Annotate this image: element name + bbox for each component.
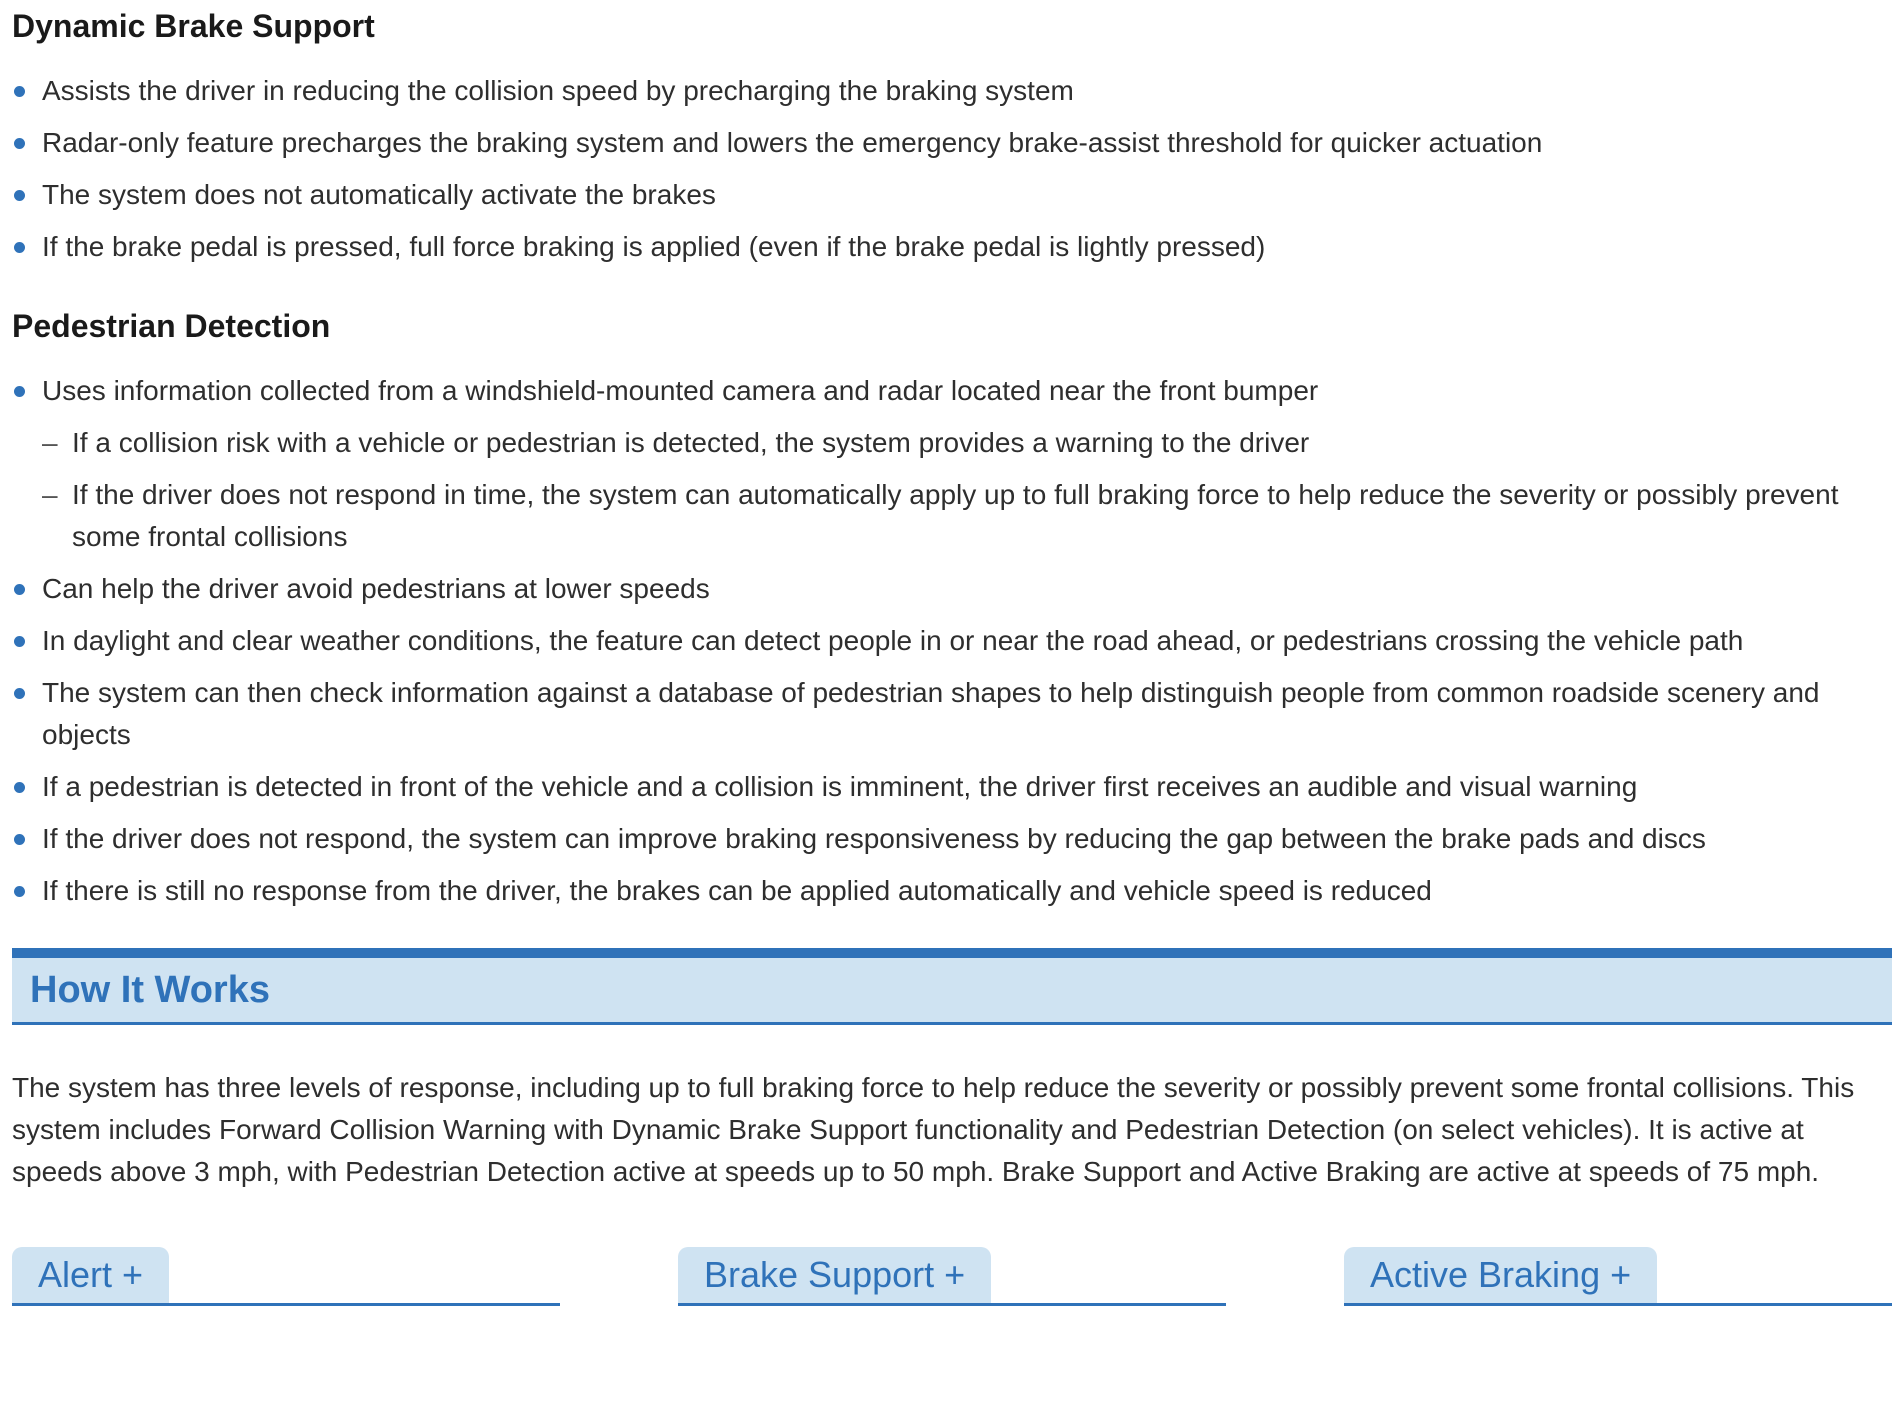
how-it-works-paragraph: The system has three levels of response, including up to full braking force to help reduce the severity or possibly prevent some frontal collisions. This system includes Forward Collision Warning with Dynamic Brake Support functionality and Pedestrian Detection (on select vehicles). It is active at speeds above 3 mph, with Pedestrian Detection active at speeds up to 50 mph. Brake Support and Active Braking are active at speeds of 75 mph. [12,1072,1855,1187]
bullet-dot-icon [14,138,25,149]
sub-list-item-text: If a collision risk with a vehicle or pedestrian is detected, the system provides a warning to the driver [72,427,1310,458]
tab-active-braking[interactable]: Active Braking + [1344,1247,1657,1303]
sub-list-item [42,422,1880,464]
list-item [12,568,1880,610]
tab-brake-support-container [678,1245,1226,1306]
sub-list-item-text: If the driver does not respond in time, the system can automatically apply up to full braking force to help reduce the severity or possibly prevent some frontal collisions [72,479,1839,552]
bullet-dot-icon [14,386,25,397]
section-title: Dynamic Brake Support [12,8,375,44]
dash-icon: – [42,479,58,510]
bullet-list [12,70,1880,268]
tab-alert-container [12,1245,560,1306]
how-it-works-banner [12,948,1892,1025]
list-item [12,620,1880,662]
list-item-text: If a pedestrian is detected in front of the vehicle and a collision is imminent, the driver first receives an audible and visual warning [42,771,1638,802]
list-item [12,174,1880,216]
bullet-dot-icon [14,242,25,253]
bullet-dot-icon [14,834,25,845]
section-pedestrian-detection [12,302,1880,912]
bullet-dot-icon [14,86,25,97]
list-item-text: The system does not automatically activate the brakes [42,179,716,210]
list-item-text: If the driver does not respond, the system can improve braking responsiveness by reducing the gap between the brake pads and discs [42,823,1706,854]
tab-alert[interactable]: Alert + [12,1247,169,1303]
how-it-works-title: How It Works [30,968,270,1011]
list-item-text: If there is still no response from the driver, the brakes can be applied automatically and vehicle speed is reduced [42,875,1432,906]
tab-brake-support[interactable]: Brake Support + [678,1247,991,1303]
tab-active-braking-container [1344,1245,1892,1306]
list-item [12,870,1880,912]
list-item-text: Radar-only feature precharges the braking system and lowers the emergency brake-assist threshold for quicker actuation [42,127,1543,158]
list-item [12,70,1880,112]
list-item [12,766,1880,808]
bullet-dot-icon [14,584,25,595]
list-item-text: Can help the driver avoid pedestrians at lower speeds [42,573,710,604]
list-item [12,672,1880,756]
section-dynamic-brake-support [12,0,1880,268]
list-item [12,818,1880,860]
sub-list [42,422,1880,558]
section-title: Pedestrian Detection [12,308,331,344]
list-item [12,370,1880,558]
bullet-dot-icon [14,782,25,793]
bullet-dot-icon [14,886,25,897]
dash-icon: – [42,427,58,458]
list-item-text: In daylight and clear weather conditions, the feature can detect people in or near the road ahead, or pedestrians crossing the vehicle path [42,625,1744,656]
bullet-dot-icon [14,190,25,201]
bullet-list [12,370,1880,912]
list-item-text: Assists the driver in reducing the collision speed by precharging the braking system [42,75,1074,106]
list-item-text: The system can then check information against a database of pedestrian shapes to help distinguish people from common roadside scenery and objects [42,677,1820,750]
sub-list-item [42,474,1880,558]
list-item [12,226,1880,268]
list-item-text: If the brake pedal is pressed, full force braking is applied (even if the brake pedal is lightly pressed) [42,231,1266,262]
bullet-dot-icon [14,636,25,647]
list-item [12,122,1880,164]
bullet-dot-icon [14,688,25,699]
response-level-tabs [12,1245,1892,1306]
list-item-text: Uses information collected from a windshield-mounted camera and radar located near the front bumper [42,375,1319,406]
